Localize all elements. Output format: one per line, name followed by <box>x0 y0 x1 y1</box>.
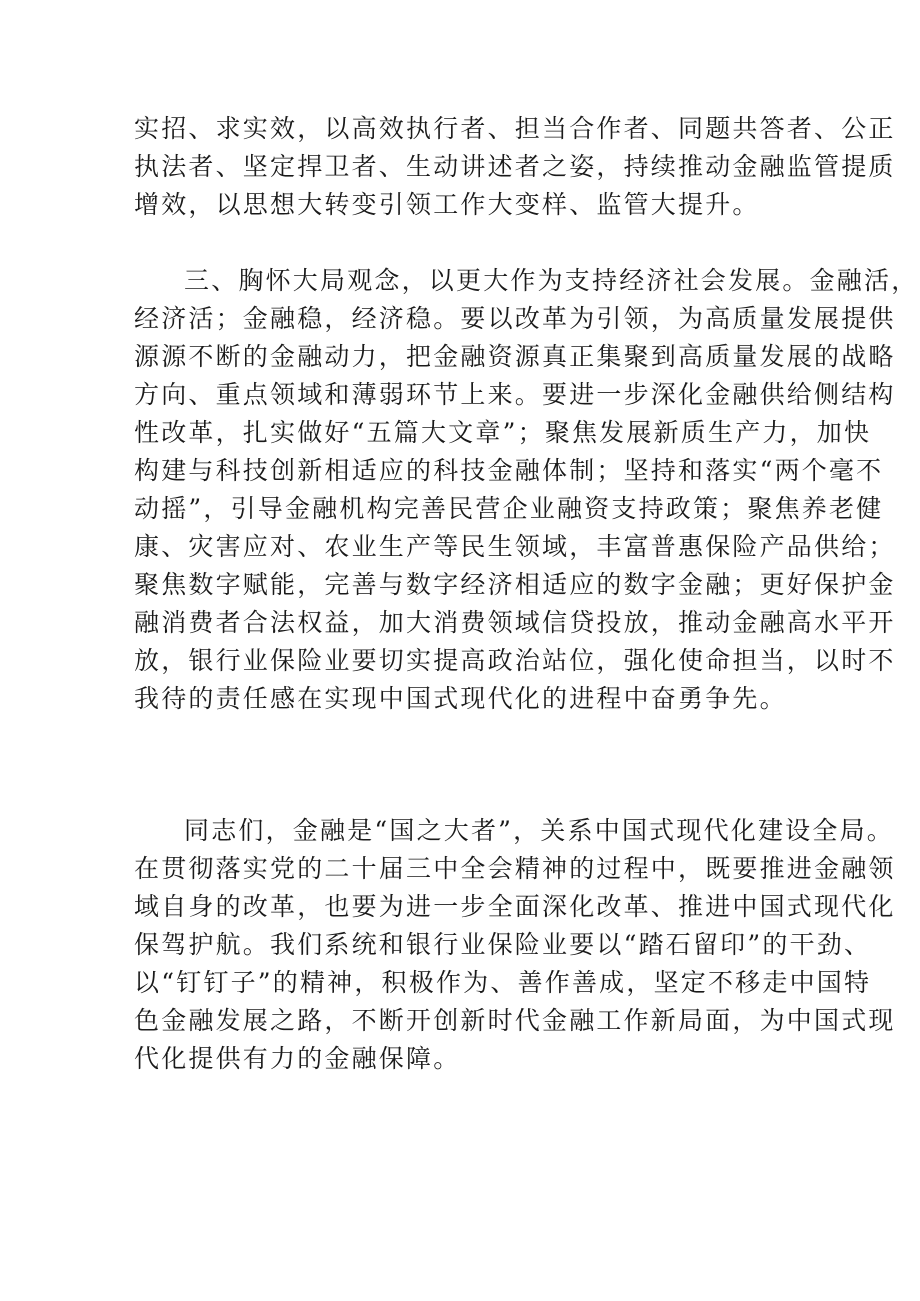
paragraph-line: 我待的责任感在实现中国式现代化的进程中奋勇争先。 <box>134 684 787 713</box>
paragraph-line: 保驾护航。我们系统和银行业保险业要以“踏石留印”的干劲、 <box>134 930 872 959</box>
paragraph-line: 经济活；金融稳，经济稳。要以改革为引领，为高质量发展提供 <box>134 304 896 333</box>
paragraph-3 <box>134 812 896 1078</box>
paragraph-line: 以“钉钉子”的精神，积极作为、善作善成，坚定不移走中国特 <box>134 968 872 997</box>
paragraph-line: 放，银行业保险业要切实提高政治站位，强化使命担当，以时不 <box>134 646 896 675</box>
paragraph-line: 方向、重点领域和薄弱环节上来。要进一步深化金融供给侧结构 <box>134 380 896 409</box>
paragraph-1 <box>134 110 896 224</box>
paragraph-line: 聚焦数字赋能，完善与数字经济相适应的数字金融；更好保护金 <box>134 570 896 599</box>
paragraph-line: 动摇”，引导金融机构完善民营企业融资支持政策；聚焦养老健 <box>134 494 884 523</box>
paragraph-line: 构建与科技创新相适应的科技金融体制；坚持和落实“两个毫不 <box>134 456 884 485</box>
paragraph-line: 融消费者合法权益，加大消费领域信贷投放，推动金融高水平开 <box>134 608 896 637</box>
paragraph-line: 实招、求实效，以高效执行者、担当合作者、同题共答者、公正 <box>134 114 896 143</box>
paragraph-line: 康、灾害应对、农业生产等民生领域，丰富普惠保险产品供给； <box>134 532 896 561</box>
paragraph-line: 增效，以思想大转变引领工作大变样、监管大提升。 <box>134 190 760 219</box>
paragraph-line: 源源不断的金融动力，把金融资源真正集聚到高质量发展的战略 <box>134 342 896 371</box>
paragraph-2 <box>134 262 919 718</box>
paragraph-line: 执法者、坚定捍卫者、生动讲述者之姿，持续推动金融监管提质 <box>134 152 896 181</box>
paragraph-line: 性改革，扎实做好“五篇大文章”；聚焦发展新质生产力，加快 <box>134 418 872 447</box>
paragraph-line: 在贯彻落实党的二十届三中全会精神的过程中，既要推进金融领 <box>134 854 896 883</box>
paragraph-line: 同志们，金融是“国之大者”，关系中国式现代化建设全局。 <box>184 816 894 845</box>
paragraph-line: 域自身的改革，也要为进一步全面深化改革、推进中国式现代化 <box>134 892 896 921</box>
paragraph-line: 三、胸怀大局观念，以更大作为支持经济社会发展。金融活， <box>184 266 919 295</box>
paragraph-line: 代化提供有力的金融保障。 <box>134 1044 461 1073</box>
paragraph-line: 色金融发展之路，不断开创新时代金融工作新局面，为中国式现 <box>134 1006 896 1035</box>
